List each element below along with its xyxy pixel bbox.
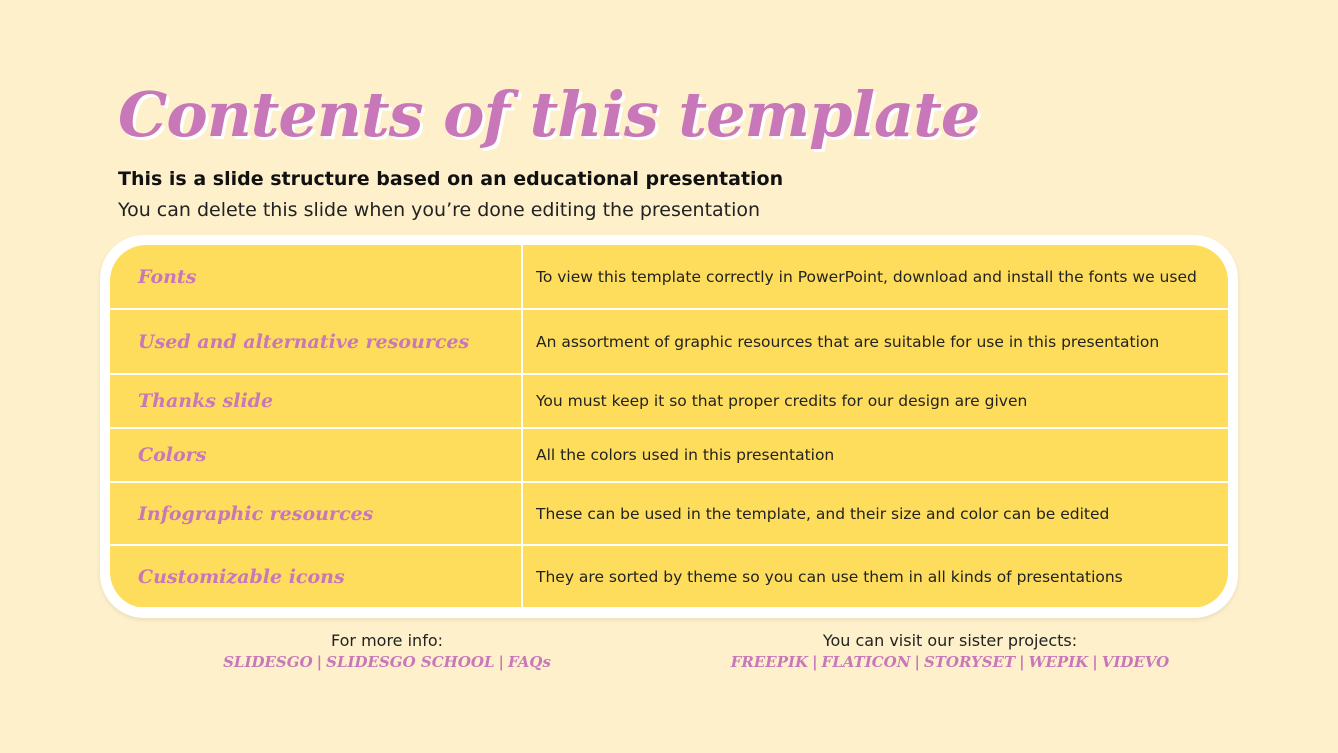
separator: | xyxy=(316,653,323,671)
row-desc: An assortment of graphic resources that are suitable for use in this presentation xyxy=(523,310,1228,373)
link-videvo[interactable]: VIDEVO xyxy=(1101,653,1170,671)
separator: | xyxy=(498,653,504,671)
footer-sister xyxy=(690,631,1210,671)
sister-links xyxy=(690,653,1210,671)
row-desc: These can be used in the template, and their size and color can be edited xyxy=(523,483,1228,544)
link-slidesgo-school[interactable]: SLIDESGO SCHOOL xyxy=(326,653,495,671)
contents-table xyxy=(110,245,1228,608)
link-wepik[interactable]: WEPIK xyxy=(1028,653,1089,671)
row-name: Customizable icons xyxy=(110,546,521,607)
separator: | xyxy=(1092,653,1098,671)
footer-info xyxy=(187,631,587,671)
description: You can delete this slide when you’re done editing the presentation xyxy=(118,199,761,221)
link-slidesgo[interactable]: SLIDESGO xyxy=(223,653,313,671)
separator: | xyxy=(914,653,920,671)
row-name: Colors xyxy=(110,429,521,481)
subtitle: This is a slide structure based on an educational presentation xyxy=(118,168,784,190)
row-desc: They are sorted by theme so you can use them in all kinds of presentations xyxy=(523,546,1228,607)
separator: | xyxy=(1019,653,1025,671)
row-desc: To view this template correctly in PowerPoint, download and install the fonts we used xyxy=(523,245,1228,308)
row-name: Thanks slide xyxy=(110,375,521,427)
info-label: For more info: xyxy=(330,631,443,650)
row-name: Infographic resources xyxy=(110,483,521,544)
row-name: Used and alternative resources xyxy=(110,310,521,373)
separator: | xyxy=(812,653,818,671)
link-flaticon[interactable]: FLATICON xyxy=(821,653,911,671)
link-faqs[interactable]: FAQs xyxy=(507,653,551,671)
row-desc: You must keep it so that proper credits for our design are given xyxy=(523,375,1228,427)
link-storyset[interactable]: STORYSET xyxy=(923,653,1016,671)
sister-label: You can visit our sister projects: xyxy=(822,631,1078,650)
row-desc: All the colors used in this presentation xyxy=(523,429,1228,481)
row-name: Fonts xyxy=(110,245,521,308)
info-links xyxy=(187,653,587,671)
link-freepik[interactable]: FREEPIK xyxy=(730,653,809,671)
page-title: Contents of this template xyxy=(118,78,980,151)
